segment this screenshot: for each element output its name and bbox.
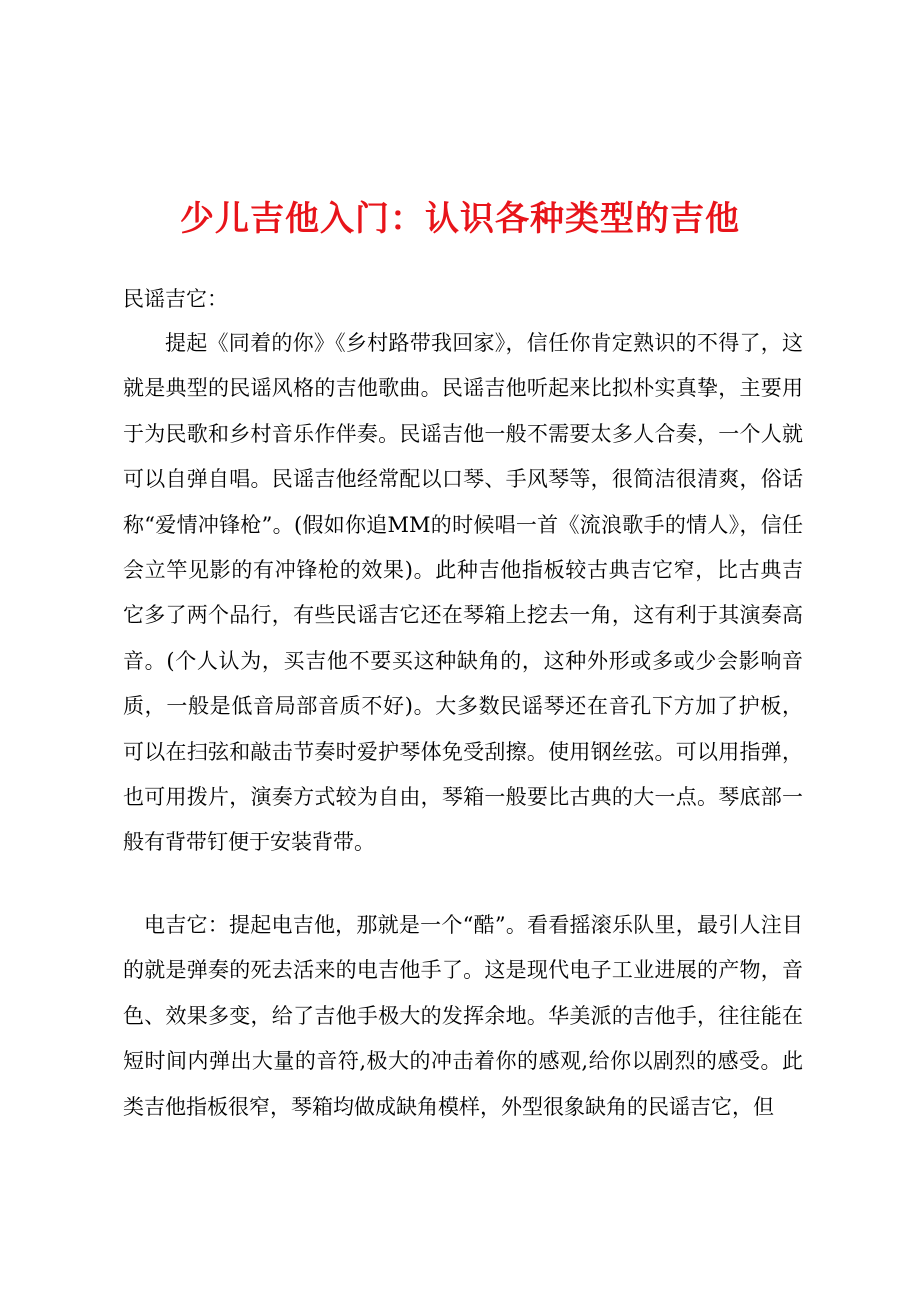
section-label-folk-guitar: 民谣吉它： [123,287,228,311]
document-title: 少儿吉他入门：认识各种类型的吉他 [180,199,740,239]
paragraph-electric-guitar: 电吉它：提起电吉他，那就是一个“酷”。看看摇滚乐队里，最引人注目的就是弹奏的死去活来的电吉他手了。这是现代电子工业进展的产物，音色、效果多变，给了吉他手极大的发挥余地。华美派的吉他手，往往能在短时间内弹出大量的音符,极大的冲击着你的感观,给你以剧烈的感受。此类吉他指板很窄，琴箱均做成缺角模样，外型很象缺角的民谣吉它，但 [123,913,803,1119]
paragraph-folk-guitar: 提起《同着的你》《乡村路带我回家》，信任你肯定熟识的不得了，这就是典型的民谣风格的吉他歌曲。民谣吉他听起来比拟朴实真挚，主要用于为民歌和乡村音乐作伴奏。民谣吉他一般不需要太多人合奏，一个人就可以自弹自唱。民谣吉他经常配以口琴、手风琴等，很简洁很清爽，俗话称“爱情冲锋枪”。(假如你追MM的时候唱一首《流浪歌手的情人》，信任会立竿见影的有冲锋枪的效果)。此种吉他指板较古典吉它窄，比古典吉它多了两个品行，有些民谣吉它还在琴箱上挖去一角，这有利于其演奏高音。(个人认为，买吉他不要买这种缺角的，这种外形或多或少会影响音质，一般是低音局部音质不好)。大多数民谣琴还在音孔下方加了护板，可以在扫弦和敲击节奏时爱护琴体免受刮擦。使用钢丝弦。可以用指弹，也可用拨片，演奏方式较为自由，琴箱一般要比古典的大一点。琴底部一般有背带钉便于安装背带。 [123,331,803,855]
